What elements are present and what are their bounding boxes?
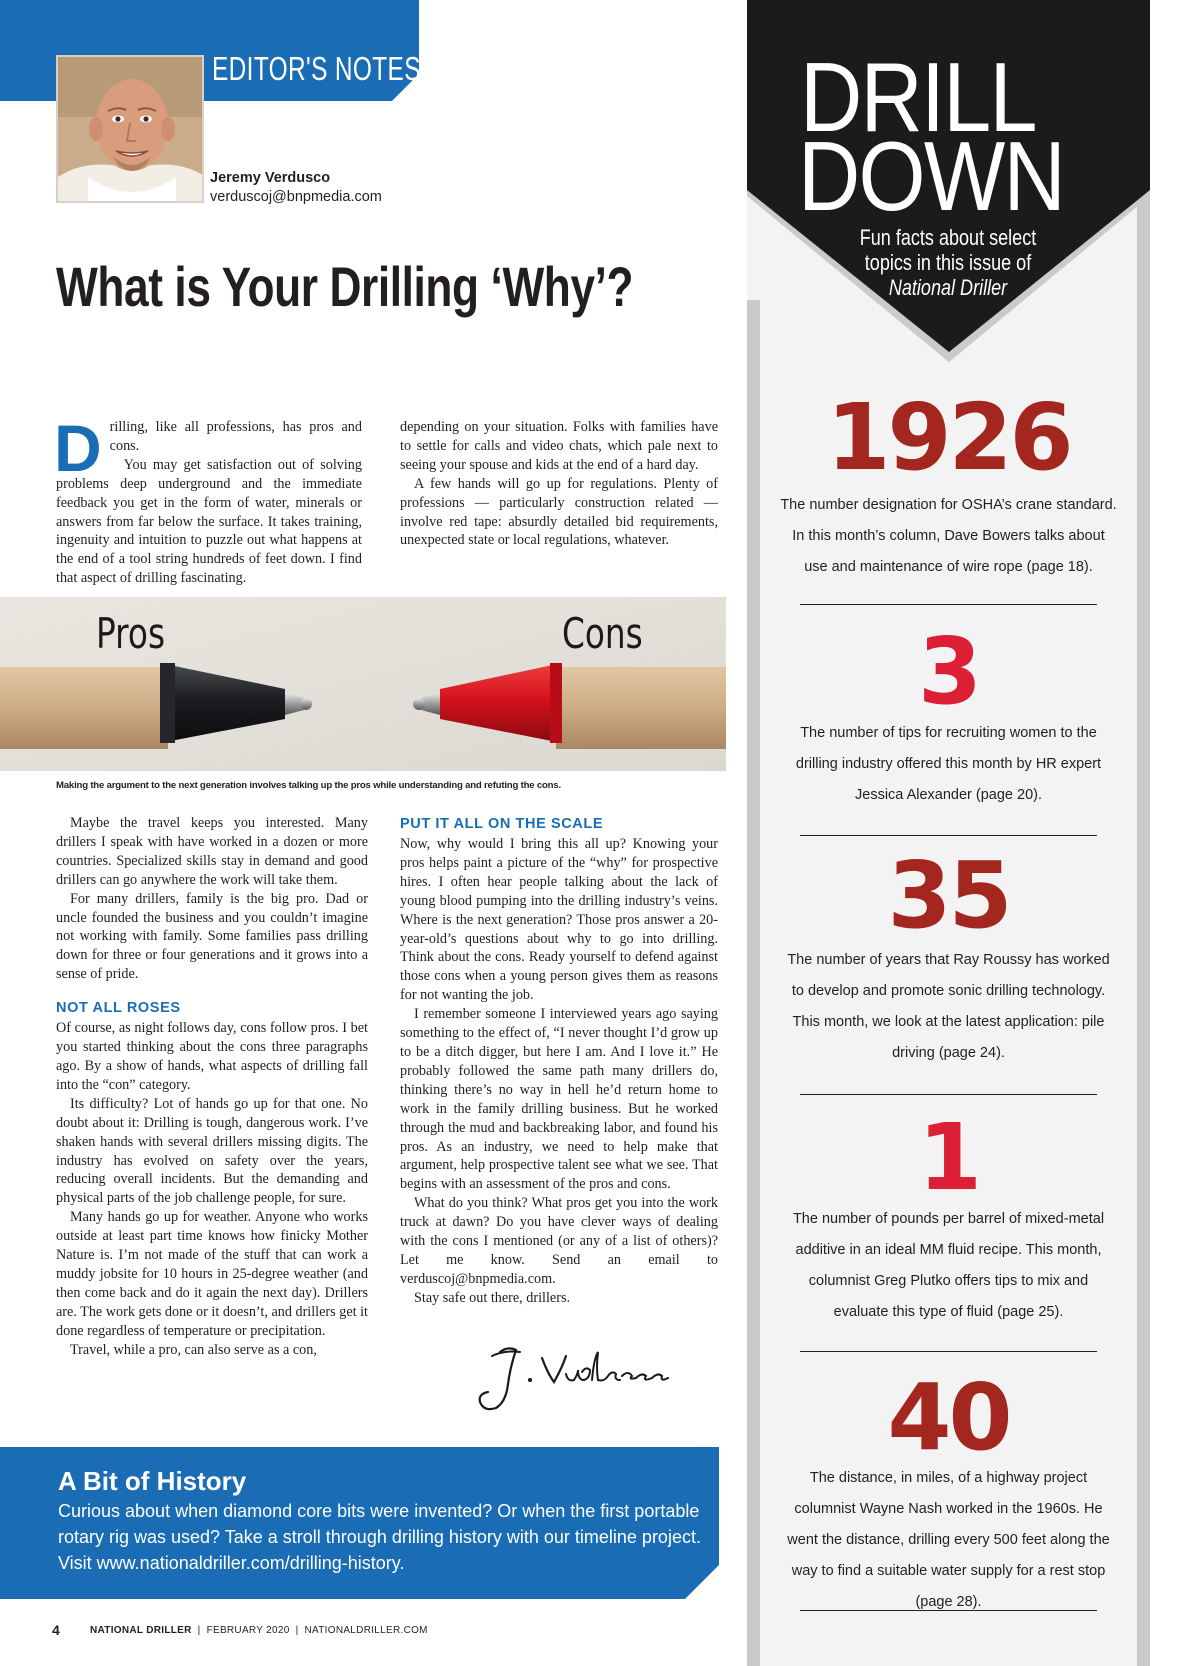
sidebar-subtitle-line: Fun facts about select <box>859 225 1037 250</box>
footer-publication: NATIONAL DRILLER <box>90 1625 192 1636</box>
paragraph: rilling, like all professions, has pros and cons. <box>109 419 362 454</box>
paragraph: Now, why would I bring this all up? Knowing your pros helps paint a picture of the “why” for prospective hires. I often hear people talking about the lack of young blood pumping into the drilling industry’s veins. Where is the next generation? Those pros answer a 20-year-old’s questions about why to go into drilling. Think about the cons. Ready yourself to defend against those cons when a young person gives them as reasons for not wanting the job. <box>400 836 718 1004</box>
article-column-3 <box>56 814 368 1359</box>
fact-divider <box>800 604 1097 605</box>
fact-text: The number of tips for recruiting women to the drilling industry offered this month by HR expert Jessica Alexander (page 20). <box>795 725 1102 803</box>
fact-text: The number of pounds per barrel of mixed-metal additive in an ideal MM fluid recipe. This month, columnist Greg Plutko offers tips to mix and evaluate this type of fluid (page 25). <box>792 1211 1105 1320</box>
sidebar-title-drill: DRILL <box>800 42 1036 152</box>
drop-cap: D <box>54 411 102 485</box>
subhead-not-all-roses: NOT ALL ROSES <box>56 1000 181 1017</box>
fact-number: 1926 <box>826 384 1071 491</box>
paragraph: Many hands go up for weather. Anyone who works outside at least part time knows how finicky Mother Nature is. I’m not made of the stuff that can work a muddy jobsite for 10 hours in 25-degree weather (and then come back and do it again the next day). Drillers are. The work gets done or it doesn’t, and drillers get it done regardless of temperature or precipitation. <box>56 1209 368 1339</box>
fact-number: 35 <box>887 842 1010 949</box>
fact-divider <box>800 1094 1097 1095</box>
cons-label: Cons <box>562 609 643 658</box>
paragraph: What do you think? What pros get you into the work truck at dawn? Do you have clever ways of dealing with the cons I mentioned (or any of a list of others)? Let me know. Send an email to verduscoj@bnpmedia.com. <box>400 1195 718 1287</box>
fact-number: 1 <box>917 1104 979 1211</box>
paragraph: Maybe the travel keeps you interested. Many drillers I speak with have worked in a dozen or more countries. Specialized skills stay in demand and good drillers can go anywhere the work will take them. <box>56 815 368 888</box>
author-email[interactable]: verduscoj@bnpmedia.com <box>210 189 382 205</box>
sidebar-title-down: DOWN <box>798 121 1065 231</box>
paragraph: I remember someone I interviewed years ago saying something to the effect of, “I never thought I’d grow up to be a ditch digger, but here I am. And I love it.” He probably followed the same path many drillers do, thinking there’s no way in hell he’d return home to work in the family drilling business. But he worked through the mud and backbreaking labor, and found his pros. As an industry, we need to help make that argument, help prospective talent see what we see. That begins with an assessment of the pros and cons. <box>400 1006 718 1193</box>
section-label: EDITOR'S NOTES <box>212 50 421 87</box>
history-title: A Bit of History <box>58 1466 247 1496</box>
subhead-put-it-all-on-the-scale: PUT IT ALL ON THE SCALE <box>400 816 604 832</box>
paragraph: depending on your situation. Folks with families have to settle for calls and video chats, which pale next to seeing your spouse and kids at the end of a hard day. <box>400 419 718 473</box>
article-column-4 <box>400 814 718 1308</box>
history-body: Curious about when diamond core bits were invented? Or when the first portable rotary rig was used? Take a stroll through drilling history with our timeline project. Visit www.nationaldriller.com/drilling-history. <box>58 1501 701 1573</box>
paragraph: A few hands will go up for regulations. Plenty of professions — particularly construction related — involve red tape: absurdly detailed bid requirements, unexpected state or local regulations, whatever. <box>400 475 718 549</box>
editor-signature <box>470 1338 700 1418</box>
paragraph: Stay safe out there, drillers. <box>414 1289 571 1306</box>
footer-issue: FEBRUARY 2020 <box>206 1625 290 1636</box>
paragraph: For many drillers, family is the big pro. Dad or uncle founded the business and you couldn’t imagine not working with family. Some families pass drilling down for three or four generations and it grows into a sense of pride. <box>56 890 368 983</box>
paragraph: You may get satisfaction out of solving problems deep underground and the immediate feedback you get in the form of water, minerals or answers from far below the surface. It takes training, ingenuity and intuition to puzzle out what happens at the end of a tool string hundreds of feet down. I find that aspect of drilling fascinating. <box>56 456 362 587</box>
fact-divider <box>800 1610 1097 1611</box>
paragraph: Travel, while a pro, can also serve as a con, <box>70 1341 317 1358</box>
author-photo <box>56 55 204 203</box>
sidebar-subtitle <box>748 225 1148 300</box>
footer-line: NATIONAL DRILLER | FEBRUARY 2020 | NATIONALDRILLER.COM <box>90 1625 428 1636</box>
sidebar-subtitle-publication: National Driller <box>888 275 1008 300</box>
paragraph: Of course, as night follows day, cons follow pros. I bet you started thinking about the cons three paragraphs ago. By a show of hands, what aspects of drilling fall into the “con” category. <box>56 1020 368 1093</box>
pros-label: Pros <box>96 609 166 658</box>
sidebar-subtitle-line: topics in this issue of <box>864 250 1032 275</box>
article-column-2 <box>400 418 718 550</box>
fact-text: The distance, in miles, of a highway project columnist Wayne Nash worked in the 1960s. He went the distance, drilling every 500 feet along the way to find a suitable water supply for a rest stop (page 28). <box>787 1470 1110 1610</box>
photo-caption: Making the argument to the next generation involves talking up the pros while understanding and refuting the cons. <box>56 780 561 791</box>
article-headline: What is Your Drilling ‘Why’? <box>56 255 634 318</box>
fact-divider <box>800 835 1097 836</box>
fact-text: The number designation for OSHA’s crane standard. In this month’s column, Dave Bowers talks about use and maintenance of wire rope (page 18). <box>780 497 1117 575</box>
page-number: 4 <box>52 1622 60 1638</box>
pros-cons-pens-photo <box>0 597 726 771</box>
fact-number: 40 <box>887 1364 1010 1471</box>
article-column-1 <box>54 411 362 588</box>
fact-text: The number of years that Ray Roussy has worked to develop and promote sonic drilling technology. This month, we look at the latest application: pile driving (page 24). <box>787 952 1110 1061</box>
sidebar-edge-left <box>747 300 760 1666</box>
paragraph: Its difficulty? Lot of hands go up for that one. No doubt about it: Drilling is tough, dangerous work. I’ve shaken hands with several drillers missing digits. The industry has evolved on safety over the years, reducing overall incidents. But the demanding and physical parts of the job challenge people, for sure. <box>56 1095 368 1207</box>
author-name: Jeremy Verdusco <box>210 170 331 186</box>
footer-website[interactable]: NATIONALDRILLER.COM <box>304 1625 428 1636</box>
fact-number: 3 <box>917 618 979 725</box>
fact-divider <box>800 1351 1097 1352</box>
